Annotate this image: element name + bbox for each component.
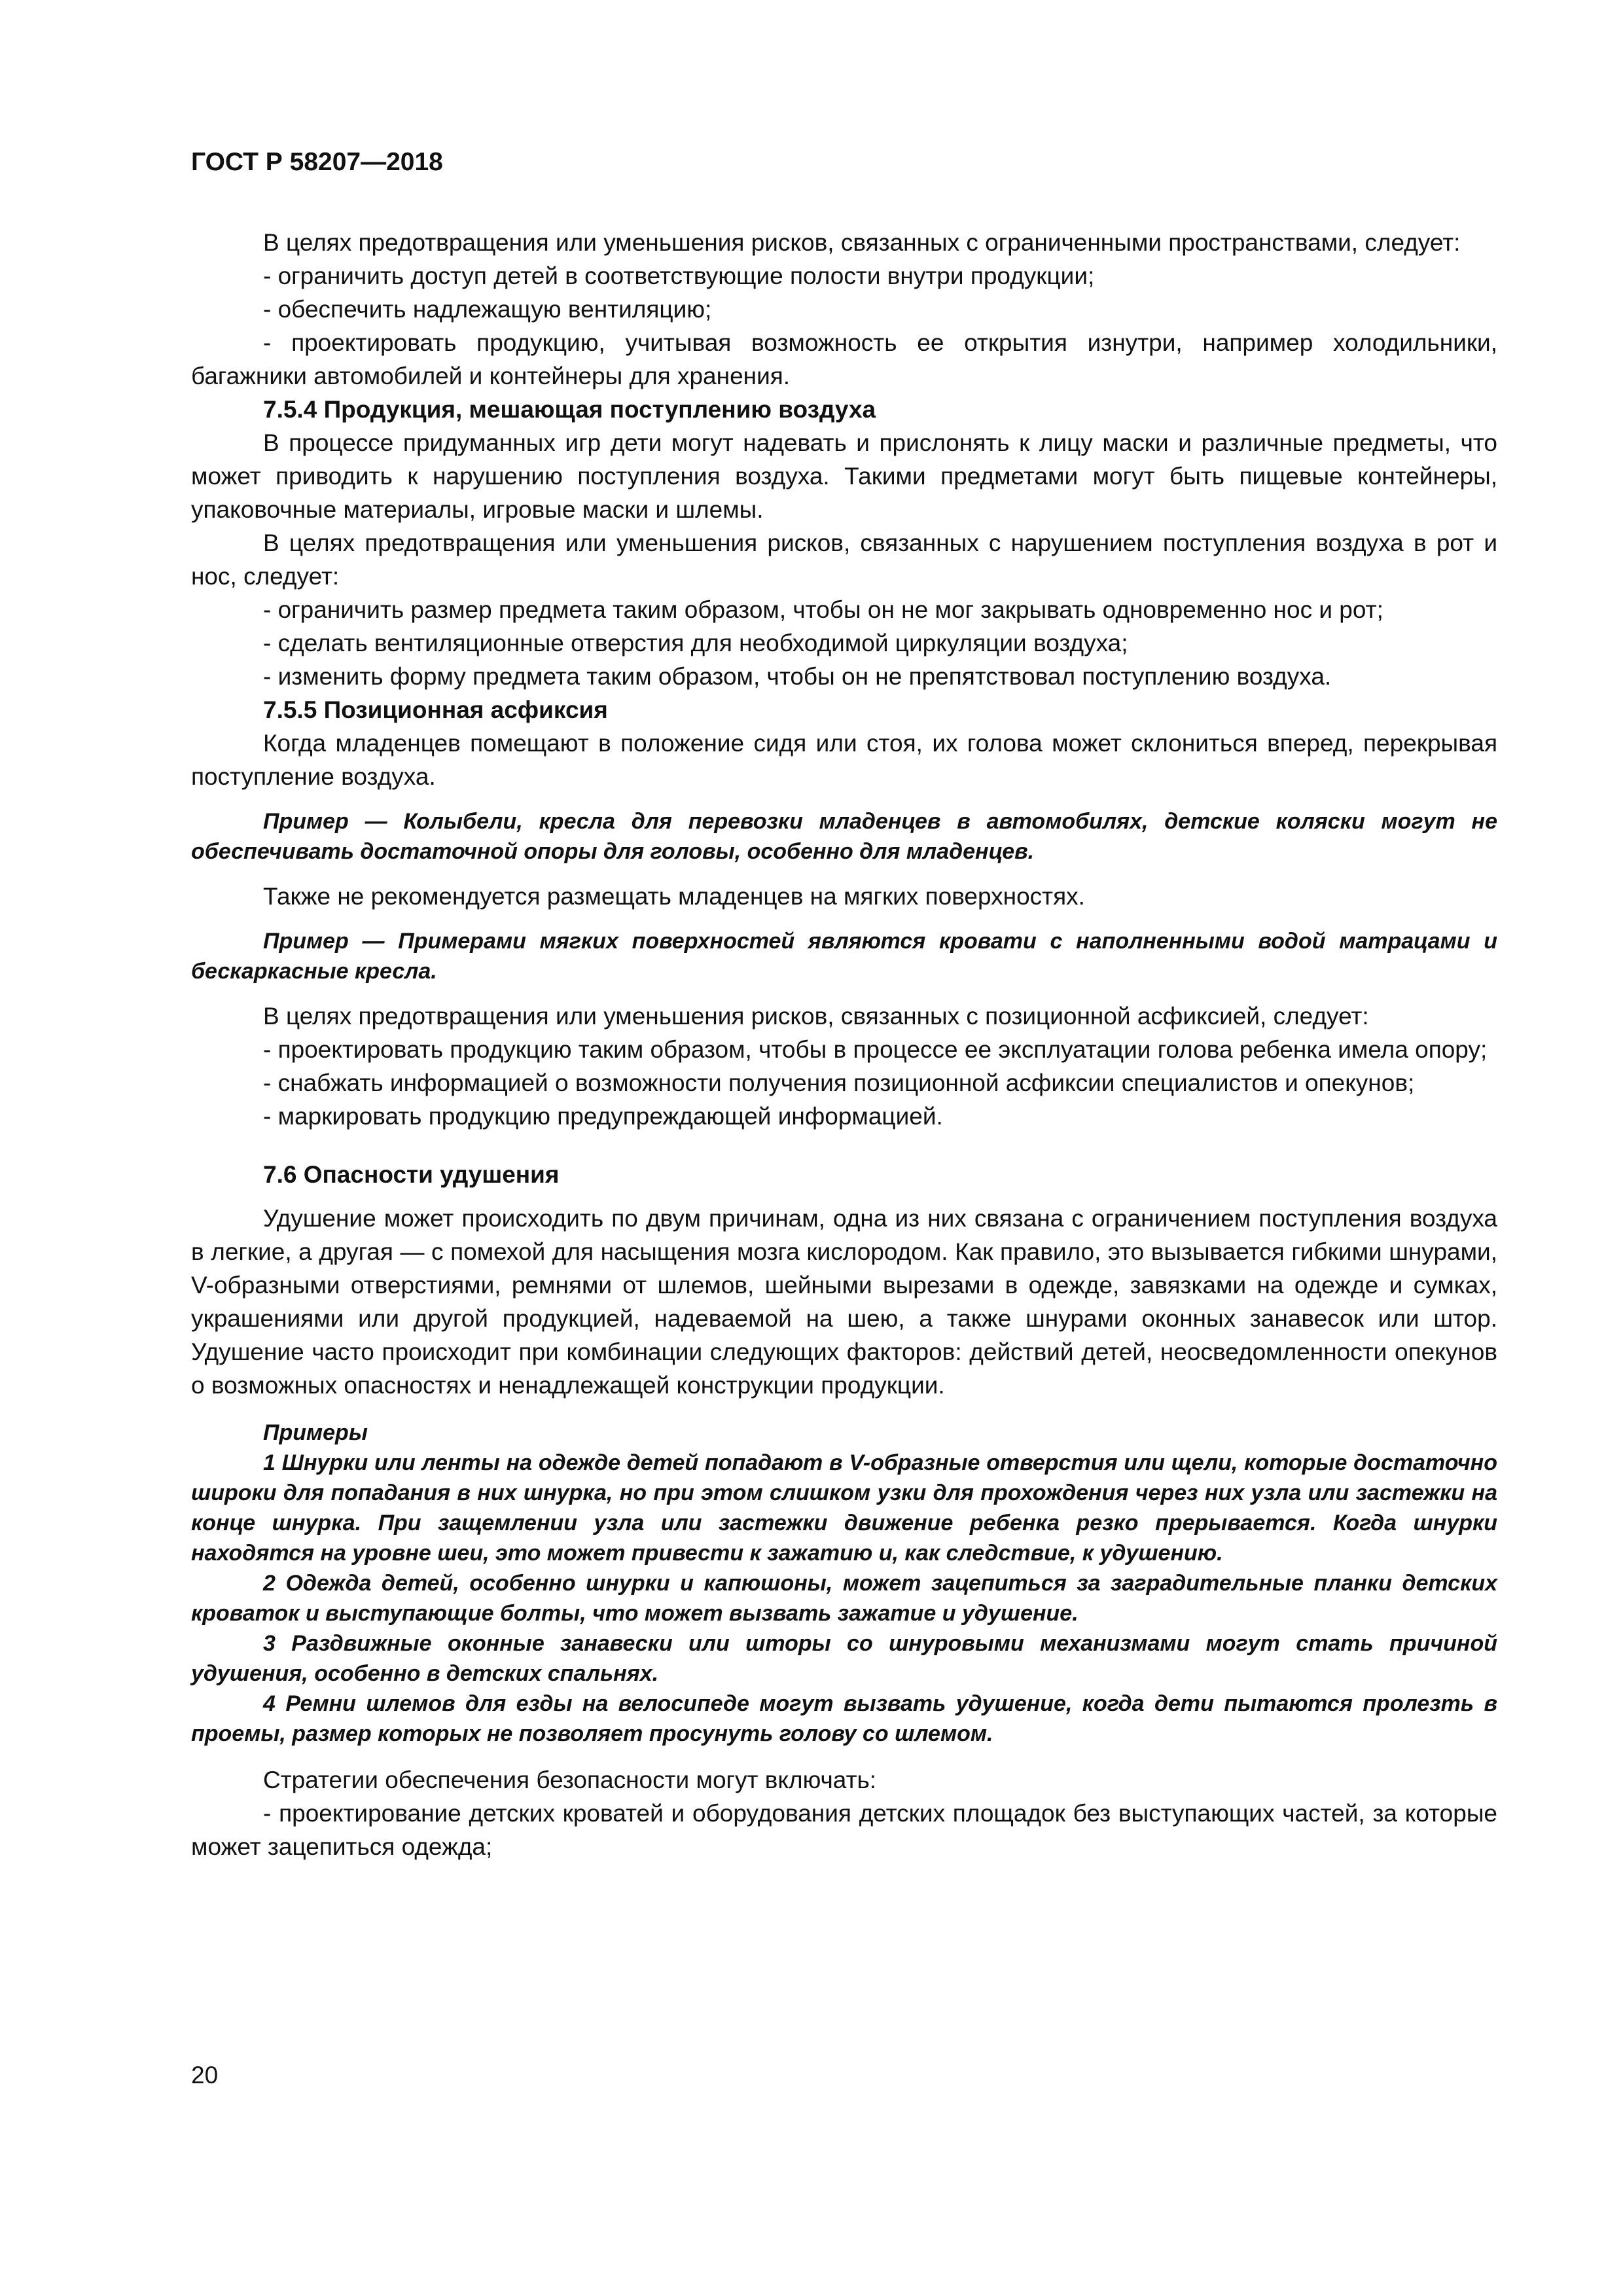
paragraph: В целях предотвращения или уменьшения рисков, связанных с ограниченными пространствами, следует: — [263, 229, 1461, 256]
example-item: 3 Раздвижные оконные занавески или шторы со шнуровыми механизмами могут стать причиной удушения, особенно в детских спальнях. — [191, 1631, 1497, 1686]
section-heading-7-6: 7.6 Опасности удушения — [263, 1161, 560, 1188]
page-number: 20 — [191, 2062, 219, 2089]
example-note: Пример — Колыбели, кресла для перевозки младенцев в автомобилях, детские коляски могут не обеспечивать достаточной опоры для головы, особенно для младенцев. — [191, 809, 1497, 864]
paragraph: Когда младенцев помещают в положение сидя или стоя, их голова может склониться вперед, перекрывая поступление воздуха. — [191, 730, 1497, 790]
example-item: 4 Ремни шлемов для езды на велосипеде могут вызвать удушение, когда дети пытаются пролезть в проемы, размер которых не позволяет просунуть голову со шлемом. — [191, 1691, 1497, 1746]
document-body — [191, 226, 1497, 1863]
example-item: 2 Одежда детей, особенно шнурки и капюшоны, может зацепиться за заградительные планки детских кроваток и выступающие болты, что может вызвать зажатие и удушение. — [191, 1571, 1497, 1626]
list-item: - проектировать продукцию таким образом, чтобы в процессе ее эксплуатации голова ребенка имела опору; — [263, 1036, 1488, 1063]
list-item: - проектирование детских кроватей и оборудования детских площадок без выступающих частей, за которые может зацепиться одежда; — [191, 1800, 1497, 1860]
section-heading-7-5-5: 7.5.5 Позиционная асфиксия — [263, 696, 608, 723]
paragraph: В целях предотвращения или уменьшения рисков, связанных с нарушением поступления воздуха в рот и нос, следует: — [191, 529, 1497, 590]
section-heading-7-5-4: 7.5.4 Продукция, мешающая поступлению воздуха — [263, 396, 876, 423]
document-header: ГОСТ Р 58207—2018 — [191, 148, 443, 176]
list-item: - сделать вентиляционные отверстия для необходимой циркуляции воздуха; — [263, 630, 1128, 656]
list-item: - проектировать продукцию, учитывая возможность ее открытия изнутри, например холодильники, багажники автомобилей и контейнеры для хранения. — [191, 329, 1497, 389]
list-item: - снабжать информацией о возможности получения позиционной асфиксии специалистов и опекунов; — [263, 1069, 1415, 1096]
list-item: - изменить форму предмета таким образом, чтобы он не препятствовал поступлению воздуха. — [263, 663, 1332, 690]
list-item: - маркировать продукцию предупреждающей информацией. — [263, 1103, 943, 1130]
paragraph: В целях предотвращения или уменьшения рисков, связанных с позиционной асфиксией, следует: — [263, 1003, 1369, 1030]
example-item: 1 Шнурки или ленты на одежде детей попадают в V-образные отверстия или щели, которые достаточно широки для попадания в них шнурка, но при этом слишком узки для прохождения через них узла или застежки на конце шнурка. При защемлении узла или застежки движение ребенка резко прерывается. Когда шнурки находятся на уровне шеи, это может привести к зажатию и, как следствие, к удушению. — [191, 1450, 1497, 1566]
paragraph: Также не рекомендуется размещать младенцев на мягких поверхностях. — [263, 883, 1085, 910]
example-note: Пример — Примерами мягких поверхностей являются кровати с наполненными водой матрацами и бескаркасные кресла. — [191, 929, 1497, 984]
paragraph: Удушение может происходить по двум причинам, одна из них связана с ограничением поступления воздуха в легкие, а другая — с помехой для насыщения мозга кислородом. Как правило, это вызывается гибкими шнурами, V-образными отверстиями, ремнями от шлемов, шейными вырезами в одежде, завязками на одежде и сумках, украшениями или другой продукцией, надеваемой на шею, а также шнурами оконных занавесок или штор. Удушение часто происходит при комбинации следующих факторов: действий детей, неосведомленности опекунов о возможных опасностях и ненадлежащей конструкции продукции. — [191, 1205, 1497, 1399]
list-item: - ограничить доступ детей в соответствующие полости внутри продукции; — [263, 262, 1095, 289]
paragraph: В процессе придуманных игр дети могут надевать и прислонять к лицу маски и различные предметы, что может приводить к нарушению поступления воздуха. Такими предметами могут быть пищевые контейнеры, упаковочные материалы, игровые маски и шлемы. — [191, 429, 1497, 523]
examples-block — [191, 1418, 1497, 1749]
examples-title: Примеры — [263, 1420, 368, 1445]
list-item: - ограничить размер предмета таким образом, чтобы он не мог закрывать одновременно нос и рот; — [263, 596, 1383, 623]
list-item: - обеспечить надлежащую вентиляцию; — [263, 296, 712, 323]
paragraph: Стратегии обеспечения безопасности могут включать: — [263, 1767, 877, 1793]
